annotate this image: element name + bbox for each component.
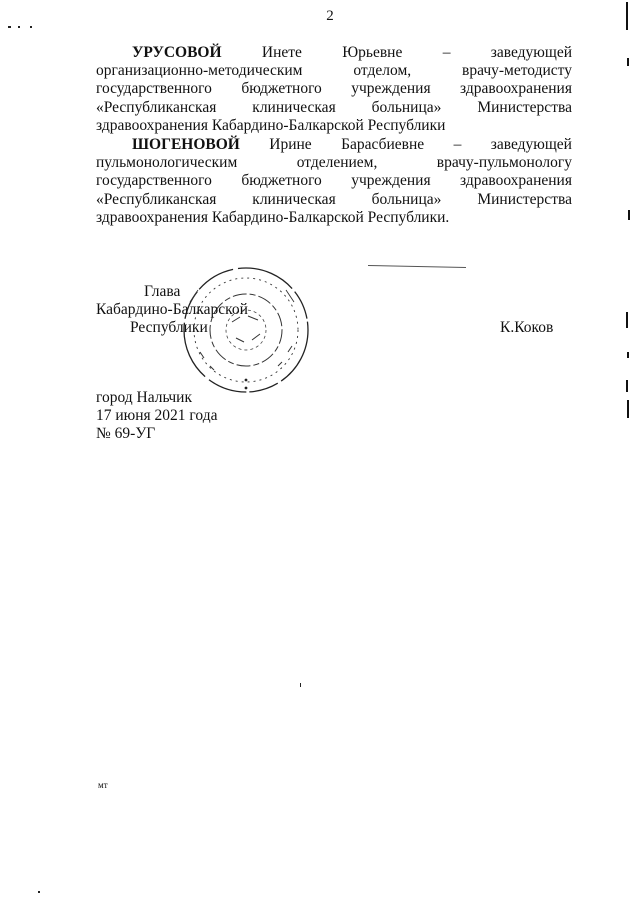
entry-line	[96, 44, 572, 62]
entry-line	[96, 172, 572, 190]
word: клиническая	[252, 190, 336, 208]
scan-speck	[8, 26, 11, 28]
margin-mark	[628, 210, 630, 220]
word: бюджетного	[241, 172, 322, 190]
surname: ШОГЕНОВОЙ	[132, 136, 240, 153]
margin-mark	[626, 2, 628, 30]
word: больница»	[371, 98, 442, 116]
issue-date: 17 июня 2021 года	[96, 407, 218, 424]
word: бюджетного	[241, 80, 322, 98]
entry-line	[96, 191, 572, 209]
word: здравоохранения Кабардино-Балкарской Республики	[96, 116, 446, 134]
word: Ирине	[269, 136, 312, 153]
margin-mark	[627, 352, 629, 358]
signatory-title-line: Кабардино-Балкарской	[96, 301, 248, 318]
signatory-title-line: Глава	[144, 283, 181, 300]
footer-mark: мт	[98, 780, 108, 790]
word: государственного	[96, 172, 212, 190]
signatory-name: К.Коков	[500, 319, 554, 336]
scan-speck	[300, 683, 301, 687]
issue-details	[96, 389, 217, 443]
word: –	[453, 136, 462, 153]
entry-line	[96, 136, 572, 154]
entry-line	[96, 80, 572, 98]
word: отделом,	[353, 62, 412, 80]
word: врачу-методисту	[462, 62, 572, 80]
scan-speck	[38, 891, 40, 893]
word: «Республиканская	[96, 190, 217, 208]
scan-speck	[30, 26, 32, 28]
word: врачу-пульмонологу	[436, 154, 572, 172]
word: здравоохранения	[460, 80, 572, 98]
entry-line	[96, 209, 572, 227]
word: отделением,	[296, 154, 378, 172]
word: заведующей	[490, 44, 572, 61]
signature-line	[368, 265, 466, 268]
scan-speck	[18, 26, 20, 28]
surname: УРУСОВОЙ	[132, 44, 222, 61]
word: здравоохранения	[460, 172, 572, 190]
word: учреждения	[351, 80, 431, 98]
word: «Республиканская	[96, 98, 217, 116]
appointee-entry-2	[96, 136, 572, 227]
word: здравоохранения Кабардино-Балкарской Республики.	[96, 208, 450, 226]
word: Юрьевне	[342, 44, 403, 61]
margin-mark	[626, 380, 628, 392]
margin-mark	[627, 58, 629, 66]
signatory-title	[96, 283, 256, 337]
word: заведующей	[490, 136, 572, 153]
margin-mark	[627, 400, 629, 418]
word: клиническая	[252, 98, 336, 116]
word: государственного	[96, 80, 212, 98]
word: учреждения	[351, 172, 431, 190]
margin-mark	[626, 312, 628, 328]
word: Барасбиевне	[341, 136, 425, 153]
entry-line	[96, 62, 572, 80]
word: пульмонологическим	[96, 154, 238, 172]
word: больница»	[371, 190, 442, 208]
entry-line	[96, 154, 572, 172]
word: Министерства	[477, 98, 572, 116]
word: Инете	[261, 44, 302, 61]
issue-city: город Нальчик	[96, 389, 192, 406]
signatory-title-line: Республики	[130, 319, 208, 336]
entry-line	[96, 117, 572, 135]
page-number: 2	[326, 8, 334, 24]
appointee-entry-1	[96, 44, 572, 135]
issue-number: № 69-УГ	[96, 425, 156, 442]
word: –	[442, 44, 451, 61]
word: Министерства	[477, 190, 572, 208]
word: организационно-методическим	[96, 62, 303, 80]
entry-line	[96, 99, 572, 117]
